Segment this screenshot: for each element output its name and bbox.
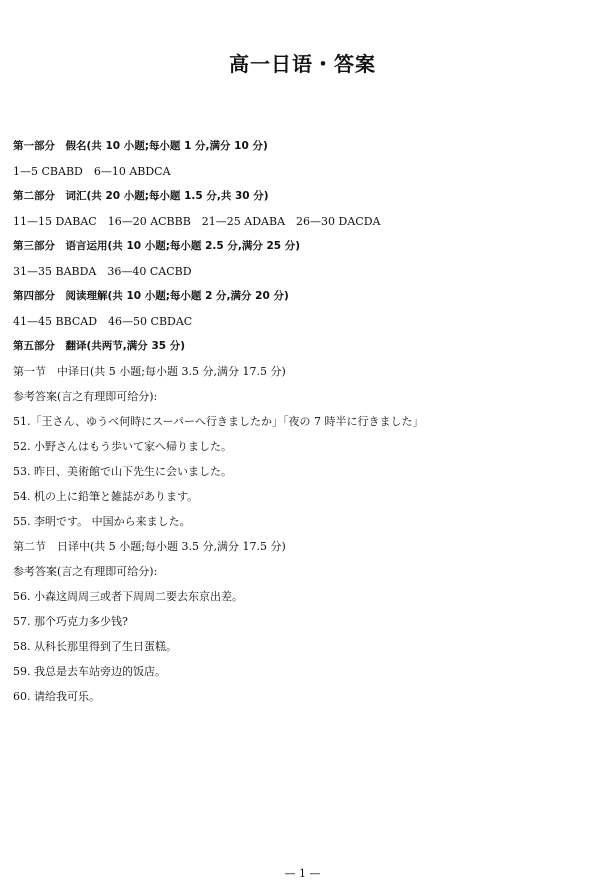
line-answer-53: 53. 昨日、美術館で山下先生に会いました。 [13, 465, 232, 478]
line-answer-58: 58. 从科长那里得到了生日蛋糕。 [13, 640, 177, 653]
line-section-1-heading: 第一部分 假名(共 10 小题;每小题 1 分,满分 10 分) [13, 140, 268, 152]
line-section-5-heading: 第五部分 翻译(共两节,满分 35 分) [13, 340, 186, 352]
line-reference-note-2: 参考答案(言之有理即可给分): [13, 565, 158, 578]
line-subsection-1-heading: 第一节 中译日(共 5 小题;每小题 3.5 分,满分 17.5 分) [13, 365, 286, 378]
line-answer-57: 57. 那个巧克力多少钱? [13, 615, 128, 628]
line-section-3-heading: 第三部分 语言运用(共 10 小题;每小题 2.5 分,满分 25 分) [13, 240, 301, 252]
line-answer-54: 54. 机の上に鉛筆と雑誌があります。 [13, 490, 199, 503]
line-subsection-2-heading: 第二节 日译中(共 5 小题;每小题 3.5 分,满分 17.5 分) [13, 540, 286, 553]
line-section-2-heading: 第二部分 词汇(共 20 小题;每小题 1.5 分,共 30 分) [13, 190, 269, 202]
line-answer-59: 59. 我总是去车站旁边的饭店。 [13, 665, 166, 678]
line-answers-11-30: 11—15 DABAC 16—20 ACBBB 21—25 ADABA 26—30 DACDA [13, 215, 381, 228]
line-answer-60: 60. 请给我可乐。 [13, 690, 100, 703]
line-answer-55: 55. 李明です。 中国から来ました。 [13, 515, 191, 528]
line-answer-51: 51.「王さん、ゆうべ何時にスーパーへ行きましたか」「夜の 7 時半に行きました」 [13, 415, 424, 428]
page-number: — 1 — [284, 867, 321, 880]
line-answers-41-50: 41—45 BBCAD 46—50 CBDAC [13, 315, 193, 328]
line-answers-1-10: 1—5 CBABD 6—10 ABDCA [13, 165, 171, 178]
document-title: 高一日语・答案 [229, 52, 376, 76]
line-reference-note-1: 参考答案(言之有理即可给分): [13, 390, 158, 403]
line-section-4-heading: 第四部分 阅读理解(共 10 小题;每小题 2 分,满分 20 分) [13, 290, 289, 302]
answer-content [13, 134, 593, 709]
line-answers-31-40: 31—35 BABDA 36—40 CACBD [13, 265, 192, 278]
line-answer-52: 52. 小野さんはもう歩いて家へ帰りました。 [13, 440, 232, 453]
line-answer-56: 56. 小森这周周三或者下周周二要去东京出差。 [13, 590, 243, 603]
